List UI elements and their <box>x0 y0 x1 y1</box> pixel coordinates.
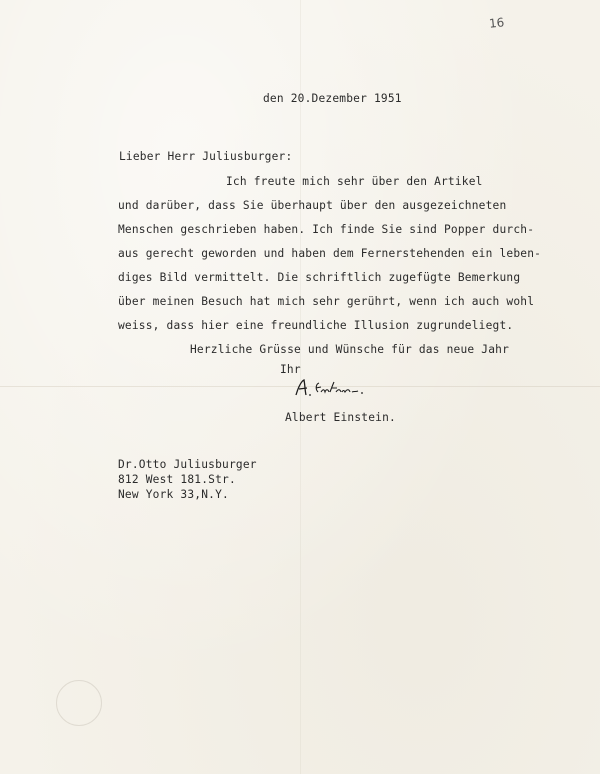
body-line: aus gerecht geworden und haben dem Fernerstehenden ein leben- <box>118 247 542 260</box>
address-line: New York 33,N.Y. <box>118 488 229 501</box>
closing-line: Herzliche Grüsse und Wünsche für das neue Jahr <box>190 343 510 356</box>
body-line: Menschen geschrieben haben. Ich finde Sie sind Popper durch- <box>118 223 535 236</box>
handwritten-signature <box>292 377 382 399</box>
salutation: Lieber Herr Juliusburger: <box>119 150 293 163</box>
archive-number: 16 <box>488 15 505 31</box>
body-line: diges Bild vermittelt. Die schriftlich zugefügte Bemerkung <box>118 271 521 284</box>
body-line: Ich freute mich sehr über den Artikel <box>226 175 483 188</box>
faint-embossed-stamp <box>56 680 102 726</box>
date-line: den 20.Dezember 1951 <box>263 92 402 105</box>
body-line: weiss, dass hier eine freundliche Illusion zugrundeliegt. <box>118 319 514 332</box>
body-line: über meinen Besuch hat mich sehr gerührt, wenn ich auch wohl <box>118 295 535 308</box>
body-line: und darüber, dass Sie überhaupt über den ausgezeichneten <box>118 199 507 212</box>
closing-word: Ihr <box>280 363 301 376</box>
address-line: Dr.Otto Juliusburger <box>118 458 257 471</box>
address-line: 812 West 181.Str. <box>118 473 236 486</box>
typed-signature-name: Albert Einstein. <box>285 411 396 424</box>
